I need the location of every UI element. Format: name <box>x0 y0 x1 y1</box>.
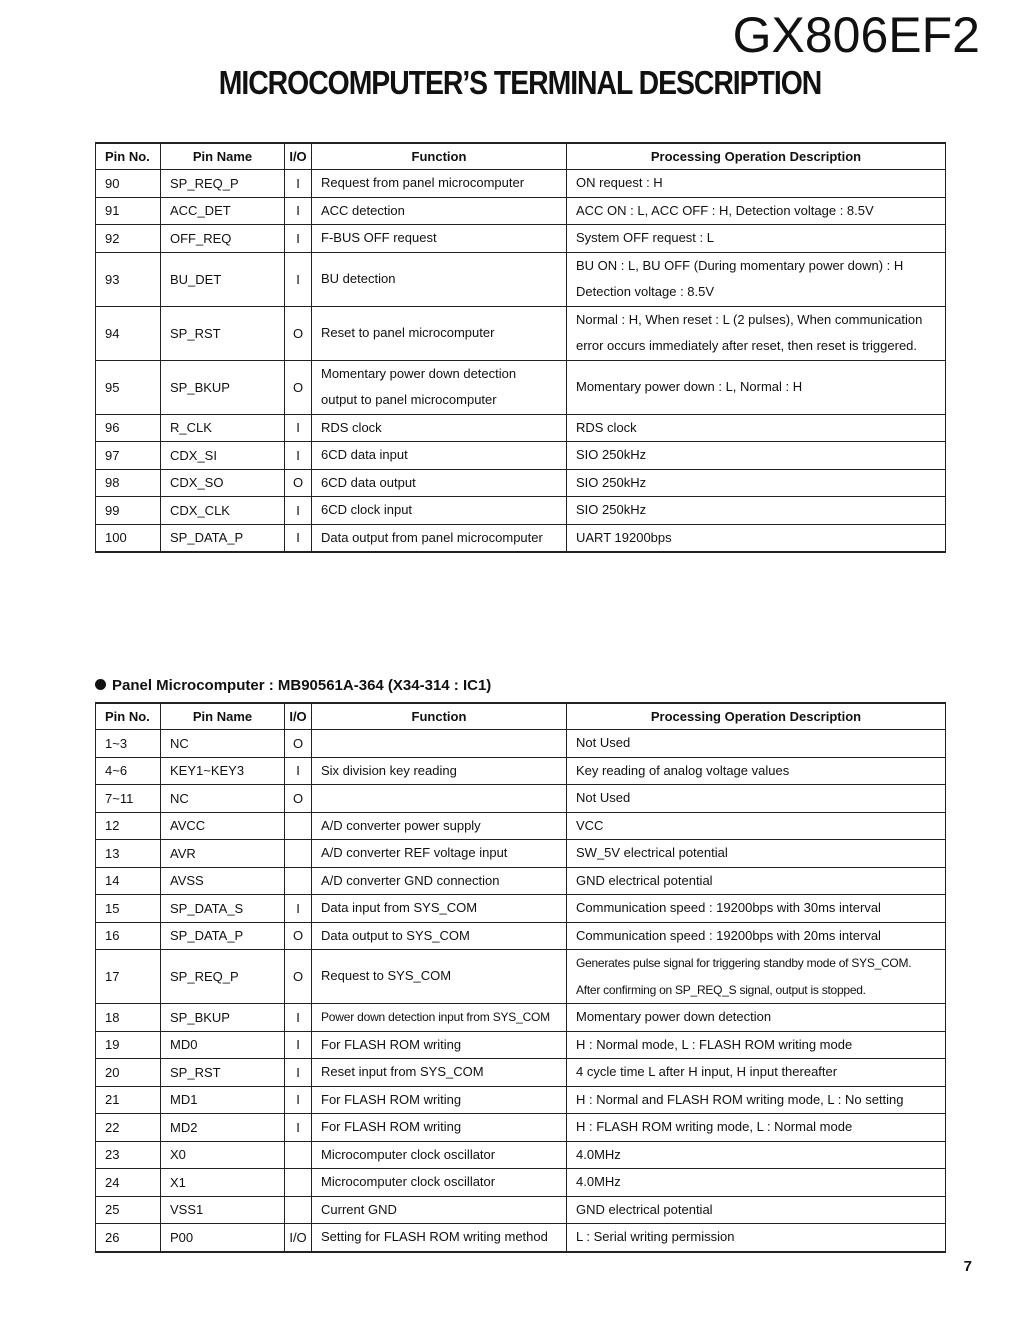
cell-io: I/O <box>285 1224 312 1252</box>
cell-description <box>567 524 946 552</box>
cell-pin-name: ACC_DET <box>161 197 285 225</box>
cell-function <box>312 812 567 840</box>
cell-description-line: Communication speed : 19200bps with 30ms interval <box>576 900 881 915</box>
cell-function <box>312 1114 567 1142</box>
cell-function-line: Reset to panel microcomputer <box>321 324 495 340</box>
cell-pin-no: 17 <box>96 950 161 1004</box>
cell-function <box>312 785 567 813</box>
cell-function-line: Current GND <box>321 1201 397 1217</box>
page-title: MICROCOMPUTER’S TERMINAL DESCRIPTION <box>218 64 822 101</box>
cell-pin-no: 26 <box>96 1224 161 1252</box>
cell-description-line: Communication speed : 19200bps with 20ms interval <box>576 927 881 943</box>
cell-pin-no: 21 <box>96 1086 161 1114</box>
model-number: GX806EF2 <box>732 7 980 63</box>
cell-pin-name: BU_DET <box>161 252 285 306</box>
col-header-function: Function <box>312 703 567 730</box>
cell-io <box>285 1141 312 1169</box>
table-row <box>96 306 946 360</box>
cell-function-line: Reset input from SYS_COM <box>321 1064 484 1079</box>
cell-function-line: RDS clock <box>321 419 382 435</box>
cell-pin-no: 18 <box>96 1004 161 1032</box>
table-row <box>96 524 946 552</box>
cell-function <box>312 497 567 525</box>
cell-description-line: Key reading of analog voltage values <box>576 762 790 778</box>
cell-description <box>567 1141 946 1169</box>
cell-pin-no: 12 <box>96 812 161 840</box>
cell-description-line: Detection voltage : 8.5V <box>576 284 715 299</box>
cell-pin-no: 99 <box>96 497 161 525</box>
cell-description <box>567 1224 946 1252</box>
cell-io <box>285 1196 312 1224</box>
cell-description <box>567 197 946 225</box>
cell-function-line: Data input from SYS_COM <box>321 900 478 915</box>
table-row <box>96 785 946 813</box>
cell-description-line: Momentary power down : L, Normal : H <box>576 378 803 394</box>
cell-pin-name: CDX_CLK <box>161 497 285 525</box>
cell-pin-name: OFF_REQ <box>161 225 285 253</box>
table-row <box>96 360 946 414</box>
cell-description-line: SIO 250kHz <box>576 502 647 517</box>
table-row <box>96 1086 946 1114</box>
cell-function-line: ACC detection <box>321 202 405 218</box>
cell-function-line: Power down detection input from SYS_COM <box>321 1010 550 1024</box>
table-row <box>96 1059 946 1087</box>
cell-description-line: SW_5V electrical potential <box>576 845 728 860</box>
cell-function-line: A/D converter GND connection <box>321 872 500 888</box>
cell-description-line: System OFF request : L <box>576 230 714 245</box>
cell-pin-name: SP_REQ_P <box>161 950 285 1004</box>
terminal-table-main <box>95 142 946 553</box>
cell-io: I <box>285 895 312 923</box>
cell-description <box>567 922 946 950</box>
cell-description <box>567 730 946 758</box>
cell-io: I <box>285 414 312 442</box>
table-row <box>96 812 946 840</box>
cell-io: I <box>285 757 312 785</box>
cell-function-line: Data output to SYS_COM <box>321 927 470 943</box>
cell-function-line: Request from panel microcomputer <box>321 175 525 190</box>
cell-io: O <box>285 730 312 758</box>
cell-io: I <box>285 1059 312 1087</box>
cell-function <box>312 442 567 470</box>
cell-function-line: A/D converter REF voltage input <box>321 845 508 860</box>
table-row <box>96 1196 946 1224</box>
cell-function <box>312 1224 567 1252</box>
cell-function <box>312 197 567 225</box>
cell-pin-name: X0 <box>161 1141 285 1169</box>
cell-description-line: error occurs immediately after reset, then reset is triggered. <box>576 338 918 353</box>
cell-pin-name: NC <box>161 730 285 758</box>
cell-function <box>312 840 567 868</box>
cell-pin-no: 93 <box>96 252 161 306</box>
cell-io: O <box>285 360 312 414</box>
table-row <box>96 950 946 1004</box>
cell-function <box>312 867 567 895</box>
cell-io: O <box>285 469 312 497</box>
cell-pin-name: SP_REQ_P <box>161 170 285 198</box>
cell-pin-name: SP_BKUP <box>161 360 285 414</box>
col-header-description: Processing Operation Description <box>567 143 946 170</box>
cell-function <box>312 225 567 253</box>
cell-function <box>312 414 567 442</box>
col-header-io: I/O <box>285 143 312 170</box>
cell-pin-no: 22 <box>96 1114 161 1142</box>
cell-pin-name: VSS1 <box>161 1196 285 1224</box>
cell-pin-no: 24 <box>96 1169 161 1197</box>
cell-function <box>312 170 567 198</box>
cell-pin-name: AVCC <box>161 812 285 840</box>
cell-io <box>285 867 312 895</box>
cell-pin-no: 4~6 <box>96 757 161 785</box>
cell-function-line: A/D converter power supply <box>321 817 481 833</box>
cell-function <box>312 524 567 552</box>
cell-pin-no: 97 <box>96 442 161 470</box>
cell-description-line: H : FLASH ROM writing mode, L : Normal mode <box>576 1119 853 1134</box>
cell-pin-no: 100 <box>96 524 161 552</box>
cell-io: I <box>285 252 312 306</box>
cell-pin-no: 90 <box>96 170 161 198</box>
cell-description <box>567 1031 946 1059</box>
cell-io <box>285 1169 312 1197</box>
cell-pin-name: SP_RST <box>161 1059 285 1087</box>
table-row <box>96 197 946 225</box>
table-row <box>96 895 946 923</box>
cell-function <box>312 1031 567 1059</box>
table-header-row <box>96 143 946 170</box>
cell-io <box>285 840 312 868</box>
cell-io: O <box>285 306 312 360</box>
cell-pin-name: SP_BKUP <box>161 1004 285 1032</box>
cell-function <box>312 757 567 785</box>
cell-function-line: Request to SYS_COM <box>321 968 452 984</box>
cell-pin-no: 19 <box>96 1031 161 1059</box>
cell-description-line: 4.0MHz <box>576 1174 621 1189</box>
terminal-table-panel <box>95 702 946 1253</box>
col-header-io: I/O <box>285 703 312 730</box>
cell-description <box>567 867 946 895</box>
cell-pin-no: 91 <box>96 197 161 225</box>
cell-description-line: RDS clock <box>576 419 637 435</box>
cell-function <box>312 1196 567 1224</box>
cell-pin-no: 20 <box>96 1059 161 1087</box>
cell-pin-no: 96 <box>96 414 161 442</box>
cell-pin-name: SP_DATA_P <box>161 524 285 552</box>
cell-function-line: BU detection <box>321 270 396 286</box>
cell-description <box>567 306 946 360</box>
cell-description-line: GND electrical potential <box>576 872 713 888</box>
cell-io: I <box>285 225 312 253</box>
cell-pin-no: 7~11 <box>96 785 161 813</box>
table-row <box>96 414 946 442</box>
cell-description <box>567 1169 946 1197</box>
cell-description-line: H : Normal mode, L : FLASH ROM writing mode <box>576 1036 853 1052</box>
cell-pin-no: 13 <box>96 840 161 868</box>
cell-description <box>567 414 946 442</box>
cell-pin-no: 1~3 <box>96 730 161 758</box>
cell-function-line: F-BUS OFF request <box>321 230 437 245</box>
cell-description <box>567 1196 946 1224</box>
cell-function-line: Microcomputer clock oscillator <box>321 1146 496 1162</box>
section-heading-text: Panel Microcomputer : MB90561A-364 (X34-314 : IC1) <box>112 677 492 694</box>
cell-io: I <box>285 197 312 225</box>
cell-function <box>312 252 567 306</box>
cell-pin-name: X1 <box>161 1169 285 1197</box>
cell-description <box>567 1086 946 1114</box>
table-row <box>96 757 946 785</box>
cell-description-line: Momentary power down detection <box>576 1009 772 1024</box>
cell-description-line: SIO 250kHz <box>576 474 647 490</box>
cell-function-line: Six division key reading <box>321 762 457 778</box>
cell-description <box>567 170 946 198</box>
cell-description-line: Not Used <box>576 735 631 750</box>
cell-pin-no: 25 <box>96 1196 161 1224</box>
col-header-pin: Pin No. <box>96 143 161 170</box>
cell-pin-name: CDX_SI <box>161 442 285 470</box>
cell-pin-name: R_CLK <box>161 414 285 442</box>
cell-function <box>312 469 567 497</box>
col-header-name: Pin Name <box>161 143 285 170</box>
table-row <box>96 442 946 470</box>
cell-description <box>567 840 946 868</box>
cell-description-line: Generates pulse signal for triggering standby mode of SYS_COM. <box>576 956 912 970</box>
cell-pin-name: MD0 <box>161 1031 285 1059</box>
table-row <box>96 497 946 525</box>
cell-description <box>567 812 946 840</box>
table-row <box>96 1031 946 1059</box>
cell-io: I <box>285 1004 312 1032</box>
table-row <box>96 1224 946 1252</box>
table-row <box>96 252 946 306</box>
cell-function <box>312 1059 567 1087</box>
col-header-description: Processing Operation Description <box>567 703 946 730</box>
cell-function-line: 6CD data output <box>321 474 416 490</box>
col-header-function: Function <box>312 143 567 170</box>
cell-function-line: 6CD clock input <box>321 502 413 517</box>
cell-function <box>312 1169 567 1197</box>
table-row <box>96 840 946 868</box>
cell-description <box>567 1004 946 1032</box>
cell-io: O <box>285 785 312 813</box>
cell-io: O <box>285 950 312 1004</box>
cell-pin-no: 98 <box>96 469 161 497</box>
cell-pin-name: CDX_SO <box>161 469 285 497</box>
cell-pin-name: SP_DATA_P <box>161 922 285 950</box>
cell-function <box>312 950 567 1004</box>
cell-io: I <box>285 1031 312 1059</box>
table-row <box>96 867 946 895</box>
cell-io <box>285 812 312 840</box>
cell-description <box>567 225 946 253</box>
cell-pin-name: SP_DATA_S <box>161 895 285 923</box>
cell-pin-no: 16 <box>96 922 161 950</box>
cell-description-line: H : Normal and FLASH ROM writing mode, L : No setting <box>576 1091 904 1107</box>
cell-function <box>312 1086 567 1114</box>
cell-description-line: BU ON : L, BU OFF (During momentary power down) : H <box>576 257 904 273</box>
cell-description-line: ON request : H <box>576 175 663 190</box>
cell-description <box>567 1114 946 1142</box>
table-header-row <box>96 703 946 730</box>
cell-function-line: Data output from panel microcomputer <box>321 529 543 545</box>
cell-description <box>567 360 946 414</box>
cell-pin-name: SP_RST <box>161 306 285 360</box>
cell-description-line: After confirming on SP_REQ_S signal, output is stopped. <box>576 982 866 997</box>
cell-function <box>312 730 567 758</box>
cell-description-line: ACC ON : L, ACC OFF : H, Detection voltage : 8.5V <box>576 202 874 218</box>
table-row <box>96 225 946 253</box>
cell-description-line: Not Used <box>576 790 631 805</box>
col-header-pin: Pin No. <box>96 703 161 730</box>
cell-pin-name: P00 <box>161 1224 285 1252</box>
section-heading-panel-micro <box>95 677 491 694</box>
cell-io: I <box>285 1114 312 1142</box>
cell-description-line: 4 cycle time L after H input, H input thereafter <box>576 1064 838 1079</box>
cell-description <box>567 895 946 923</box>
cell-function-line: 6CD data input <box>321 447 408 462</box>
cell-pin-no: 92 <box>96 225 161 253</box>
cell-function-line: For FLASH ROM writing <box>321 1119 462 1134</box>
cell-description <box>567 252 946 306</box>
cell-function-line: output to panel microcomputer <box>321 392 497 407</box>
cell-description <box>567 497 946 525</box>
table-row <box>96 1141 946 1169</box>
cell-io: I <box>285 497 312 525</box>
cell-description <box>567 785 946 813</box>
cell-io: I <box>285 524 312 552</box>
cell-function-line: For FLASH ROM writing <box>321 1036 462 1052</box>
col-header-name: Pin Name <box>161 703 285 730</box>
table-row <box>96 1114 946 1142</box>
cell-pin-name: MD1 <box>161 1086 285 1114</box>
cell-function <box>312 306 567 360</box>
cell-function <box>312 1141 567 1169</box>
cell-io: O <box>285 922 312 950</box>
cell-description <box>567 757 946 785</box>
cell-description-line: GND electrical potential <box>576 1201 713 1217</box>
cell-io: I <box>285 442 312 470</box>
cell-description <box>567 469 946 497</box>
cell-function <box>312 922 567 950</box>
table-row <box>96 1169 946 1197</box>
cell-function-line: Momentary power down detection <box>321 365 517 381</box>
cell-description-line: VCC <box>576 817 604 833</box>
cell-description-line: UART 19200bps <box>576 529 672 545</box>
cell-description-line: SIO 250kHz <box>576 447 647 462</box>
cell-pin-no: 94 <box>96 306 161 360</box>
cell-function-line: Setting for FLASH ROM writing method <box>321 1229 548 1244</box>
cell-description <box>567 950 946 1004</box>
cell-pin-no: 15 <box>96 895 161 923</box>
cell-function-line: Microcomputer clock oscillator <box>321 1174 496 1189</box>
cell-description-line: L : Serial writing permission <box>576 1229 735 1244</box>
cell-function <box>312 360 567 414</box>
cell-description <box>567 442 946 470</box>
bullet-icon <box>95 679 106 690</box>
cell-function <box>312 895 567 923</box>
table-row <box>96 1004 946 1032</box>
cell-pin-name: KEY1~KEY3 <box>161 757 285 785</box>
cell-io: I <box>285 170 312 198</box>
table-row <box>96 170 946 198</box>
cell-function <box>312 1004 567 1032</box>
cell-pin-no: 23 <box>96 1141 161 1169</box>
page-number: 7 <box>963 1258 972 1275</box>
table-row <box>96 469 946 497</box>
cell-pin-name: NC <box>161 785 285 813</box>
table-row <box>96 730 946 758</box>
cell-io: I <box>285 1086 312 1114</box>
cell-pin-name: AVSS <box>161 867 285 895</box>
cell-pin-name: AVR <box>161 840 285 868</box>
cell-function-line: For FLASH ROM writing <box>321 1091 462 1107</box>
cell-description-line: 4.0MHz <box>576 1146 621 1162</box>
table-row <box>96 922 946 950</box>
cell-pin-name: MD2 <box>161 1114 285 1142</box>
cell-pin-no: 14 <box>96 867 161 895</box>
cell-description-line: Normal : H, When reset : L (2 pulses), When communication <box>576 311 923 327</box>
cell-description <box>567 1059 946 1087</box>
cell-pin-no: 95 <box>96 360 161 414</box>
